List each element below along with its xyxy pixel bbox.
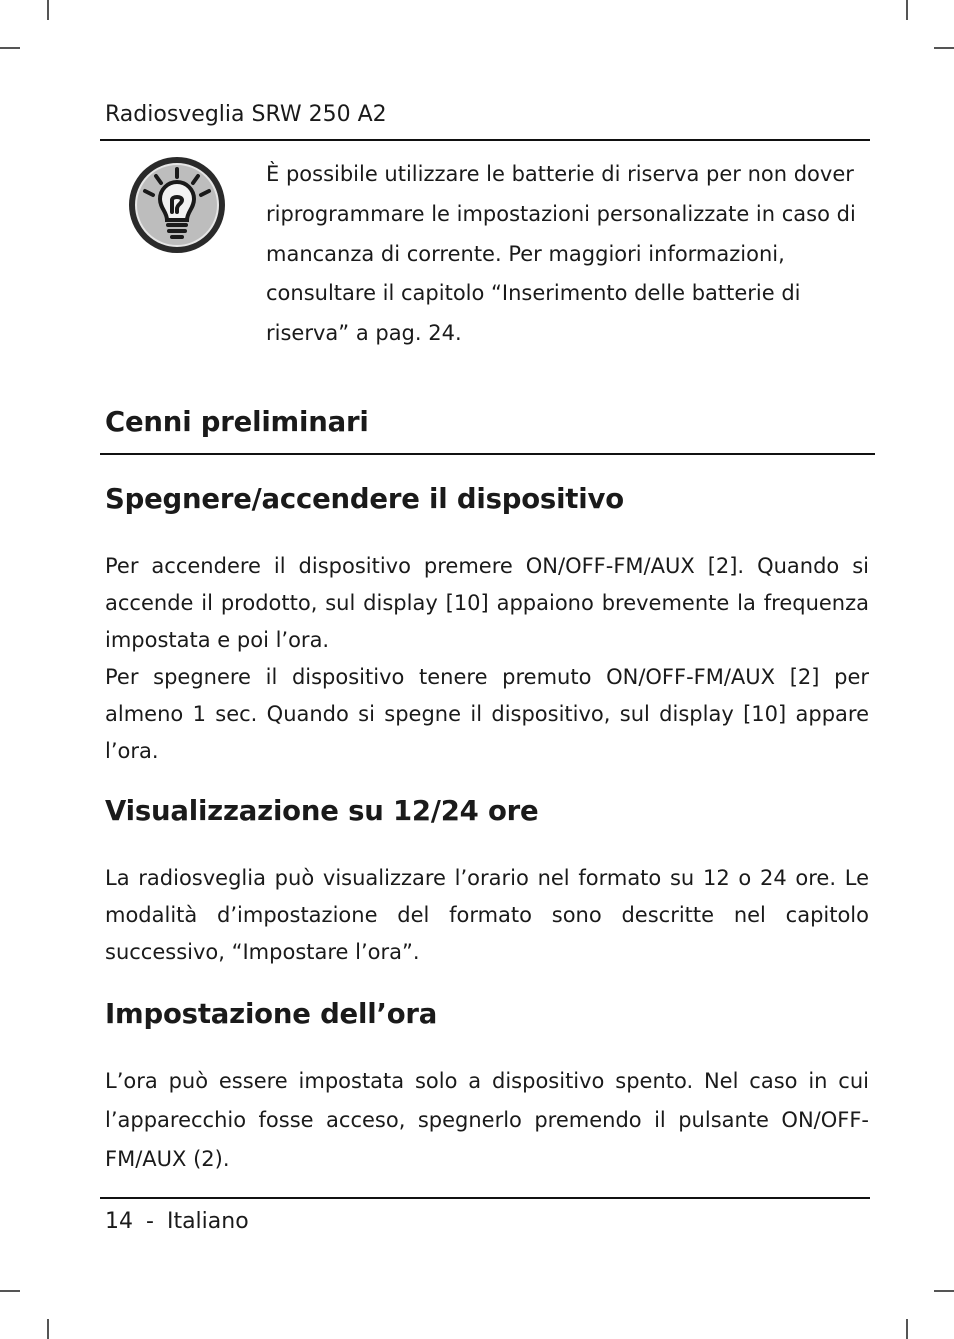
section-heading-power: Spegnere/accendere il dispositivo <box>105 483 624 515</box>
section-heading-display-format: Visualizzazione su 12/24 ore <box>105 795 539 827</box>
chapter-heading: Cenni preliminari <box>105 406 369 438</box>
header-rule <box>100 139 870 141</box>
page-number: 14 <box>105 1209 133 1234</box>
crop-mark <box>934 47 954 49</box>
crop-mark <box>906 0 908 20</box>
paragraph: La radiosveglia può visualizzare l’orario nel formato su 12 o 24 ore. Le modalità d’impostazione del formato sono descritte nel capitolo successivo, “Impostare l’ora”. <box>105 866 869 964</box>
paragraph: L’ora può essere impostata solo a dispositivo spento. Nel caso in cui l’apparecchio fosse acceso, spegnerlo premendo il pulsante ON/OFF-FM/AUX (2). <box>105 1069 869 1171</box>
tip-text: È possibile utilizzare le batterie di riserva per non dover riprogrammare le impostazioni personalizzate in caso di mancanza di corrente. Per maggiori informazioni, consultare il capitolo “Inserimento delle batterie di riserva” a pag. 24. <box>266 162 856 346</box>
footer-rule <box>100 1197 870 1199</box>
crop-mark <box>0 47 20 49</box>
tip-note <box>266 155 871 354</box>
section-body-set-time <box>105 1062 869 1179</box>
lightbulb-icon <box>126 154 228 256</box>
crop-mark <box>906 1319 908 1339</box>
crop-mark <box>47 0 49 20</box>
page-footer <box>105 1207 249 1237</box>
crop-mark <box>934 1290 954 1292</box>
section-body-display-format <box>105 860 869 971</box>
footer-language: Italiano <box>166 1209 249 1234</box>
running-header: Radiosveglia SRW 250 A2 <box>105 102 387 127</box>
crop-mark <box>0 1290 20 1292</box>
paragraph: Per accendere il dispositivo premere ON/OFF-FM/AUX [2]. Quando si accende il prodotto, sul display [10] appaiono brevemente la frequenza impostata e poi l’ora. <box>105 554 869 652</box>
chapter-rule <box>100 453 875 455</box>
paragraph: Per spegnere il dispositivo tenere premuto ON/OFF-FM/AUX [2] per almeno 1 sec. Quando si spegne il dispositivo, sul display [10] appare l’ora. <box>105 665 869 763</box>
crop-mark <box>47 1319 49 1339</box>
section-body-power <box>105 548 869 770</box>
footer-separator: - <box>146 1209 154 1234</box>
section-heading-set-time: Impostazione dell’ora <box>105 998 438 1030</box>
